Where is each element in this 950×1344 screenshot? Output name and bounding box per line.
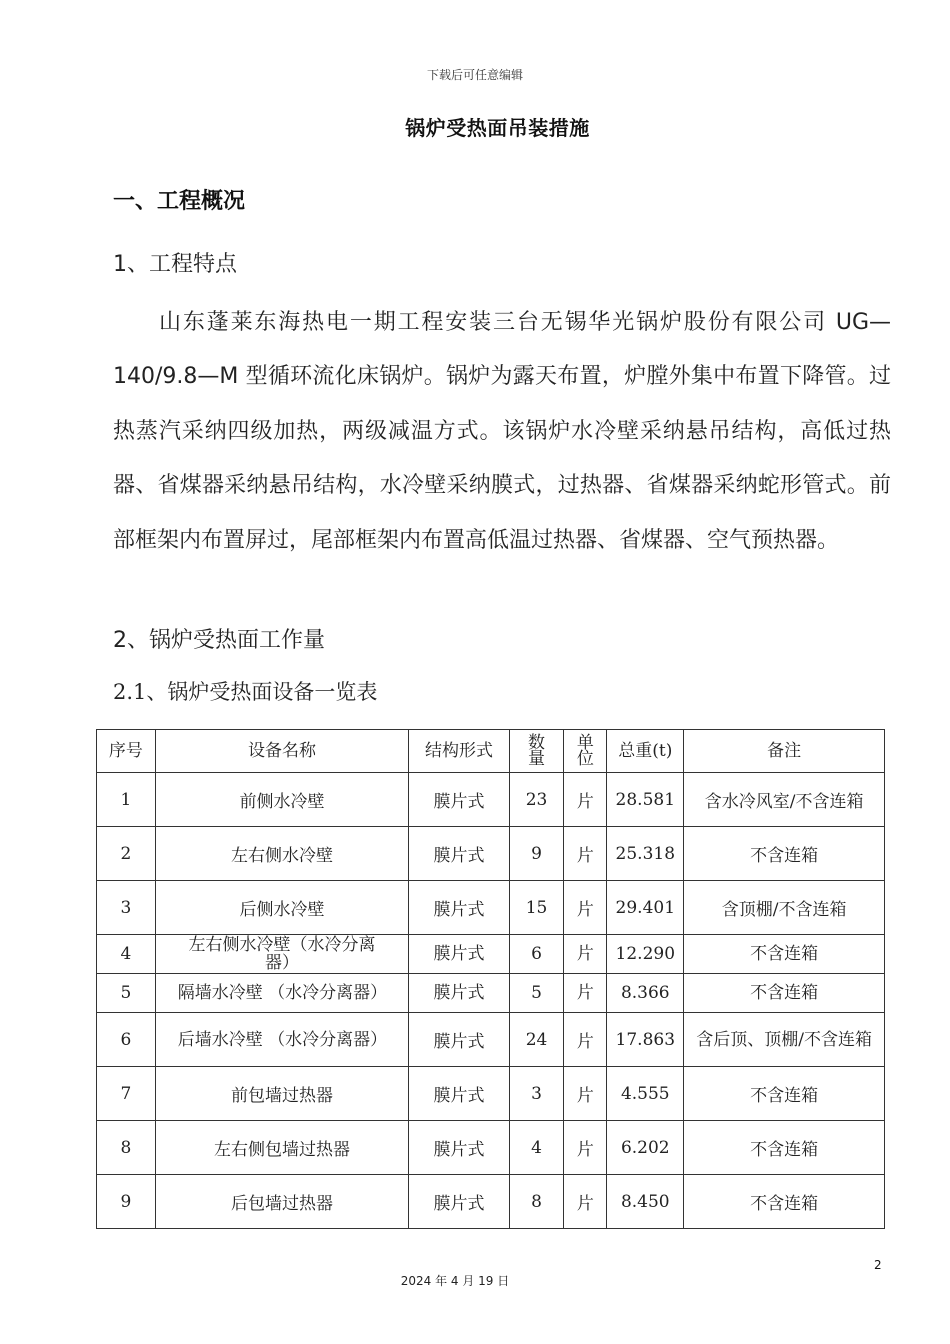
cell-unit: 片 [564, 1121, 607, 1175]
section-heading-overview: 一、工程概况 [113, 189, 246, 214]
table-row [97, 881, 885, 935]
cell-note: 不含连箱 [684, 1121, 885, 1175]
cell-form: 膜片式 [409, 1175, 509, 1229]
cell-note: 不含连箱 [684, 1067, 885, 1121]
cell-no: 6 [97, 1013, 156, 1067]
cell-qty: 3 [509, 1067, 564, 1121]
table-row [97, 773, 885, 827]
cell-qty: 6 [509, 935, 564, 974]
cell-unit: 片 [564, 974, 607, 1013]
table-row [97, 1175, 885, 1229]
cell-name: 后墙水冷壁 （水冷分离器） [155, 1013, 409, 1067]
cell-form: 膜片式 [409, 881, 509, 935]
header-qty-text: 数量 [528, 733, 546, 769]
cell-no: 5 [97, 974, 156, 1013]
table-row [97, 1121, 885, 1175]
cell-qty: 23 [509, 773, 564, 827]
table-row [97, 935, 885, 974]
header-qty [509, 730, 564, 773]
cell-name: 左右侧包墙过热器 [155, 1121, 409, 1175]
cell-unit: 片 [564, 1013, 607, 1067]
cell-unit: 片 [564, 1067, 607, 1121]
cell-qty: 15 [509, 881, 564, 935]
cell-name: 前包墙过热器 [155, 1067, 409, 1121]
cell-name: 后侧水冷壁 [155, 881, 409, 935]
header-note: 下载后可任意编辑 [426, 68, 523, 82]
cell-note: 不含连箱 [684, 1175, 885, 1229]
cell-weight: 12.290 [607, 935, 684, 974]
cell-qty: 24 [509, 1013, 564, 1067]
header-unit-text: 单位 [576, 733, 594, 769]
cell-no: 2 [97, 827, 156, 881]
table-row [97, 1013, 885, 1067]
cell-weight: 4.555 [607, 1067, 684, 1121]
cell-weight: 25.318 [607, 827, 684, 881]
cell-name: 前侧水冷壁 [155, 773, 409, 827]
equipment-table [96, 729, 885, 1229]
cell-weight: 6.202 [607, 1121, 684, 1175]
table-row [97, 827, 885, 881]
cell-unit: 片 [564, 1175, 607, 1229]
table-row [97, 974, 885, 1013]
cell-name: 左右侧水冷壁（水冷分离器） [155, 935, 409, 974]
cell-weight: 29.401 [607, 881, 684, 935]
footer-date: 2024 年 4 月 19 日 [400, 1274, 510, 1288]
document-title: 锅炉受热面吊装措施 [405, 116, 590, 140]
cell-unit: 片 [564, 773, 607, 827]
cell-note: 含后顶、顶棚/不含连箱 [684, 1013, 885, 1067]
cell-form: 膜片式 [409, 974, 509, 1013]
cell-note: 含水冷风室/不含连箱 [684, 773, 885, 827]
header-name: 设备名称 [155, 730, 409, 773]
cell-form: 膜片式 [409, 1121, 509, 1175]
cell-no: 7 [97, 1067, 156, 1121]
header-note-col: 备注 [684, 730, 885, 773]
cell-qty: 8 [509, 1175, 564, 1229]
cell-weight: 28.581 [607, 773, 684, 827]
cell-weight: 17.863 [607, 1013, 684, 1067]
cell-form: 膜片式 [409, 935, 509, 974]
cell-name: 左右侧水冷壁 [155, 827, 409, 881]
page-number: 2 [874, 1258, 882, 1272]
cell-qty: 5 [509, 974, 564, 1013]
cell-form: 膜片式 [409, 773, 509, 827]
cell-weight: 8.450 [607, 1175, 684, 1229]
cell-no: 1 [97, 773, 156, 827]
cell-note: 不含连箱 [684, 974, 885, 1013]
cell-no: 9 [97, 1175, 156, 1229]
cell-unit: 片 [564, 935, 607, 974]
cell-no: 4 [97, 935, 156, 974]
cell-name: 隔墙水冷壁 （水冷分离器） [155, 974, 409, 1013]
body-paragraph: 山东蓬莱东海热电一期工程安装三台无锡华光锅炉股份有限公司 UG—140/9.8—M 型循环流化床锅炉。锅炉为露天布置，炉膛外集中布置下降管。过热蒸汽采纳四级加热，两级减温方式。该锅炉水冷壁采纳悬吊结构，高低过热器、省煤器采纳悬吊结构，水冷壁采纳膜式，过热器、省煤器采纳蛇形管式。前部框架内布置屏过，尾部框架内布置高低温过热器、省煤器、空气预热器。 [113, 310, 891, 553]
cell-unit: 片 [564, 827, 607, 881]
cell-note: 不含连箱 [684, 827, 885, 881]
header-no: 序号 [97, 730, 156, 773]
subheading-workload: 2、锅炉受热面工作量 [113, 628, 325, 653]
cell-note: 含顶棚/不含连箱 [684, 881, 885, 935]
cell-form: 膜片式 [409, 1013, 509, 1067]
header-weight: 总重(t) [607, 730, 684, 773]
subheading-equipment-table: 2.1、锅炉受热面设备一览表 [113, 680, 378, 704]
cell-no: 3 [97, 881, 156, 935]
table-header-row [97, 730, 885, 773]
cell-form: 膜片式 [409, 827, 509, 881]
cell-note: 不含连箱 [684, 935, 885, 974]
cell-no: 8 [97, 1121, 156, 1175]
cell-weight: 8.366 [607, 974, 684, 1013]
header-form: 结构形式 [409, 730, 509, 773]
header-unit [564, 730, 607, 773]
cell-form: 膜片式 [409, 1067, 509, 1121]
cell-name: 后包墙过热器 [155, 1175, 409, 1229]
cell-qty: 4 [509, 1121, 564, 1175]
subheading-features: 1、工程特点 [113, 252, 237, 277]
cell-unit: 片 [564, 881, 607, 935]
cell-qty: 9 [509, 827, 564, 881]
table-row [97, 1067, 885, 1121]
